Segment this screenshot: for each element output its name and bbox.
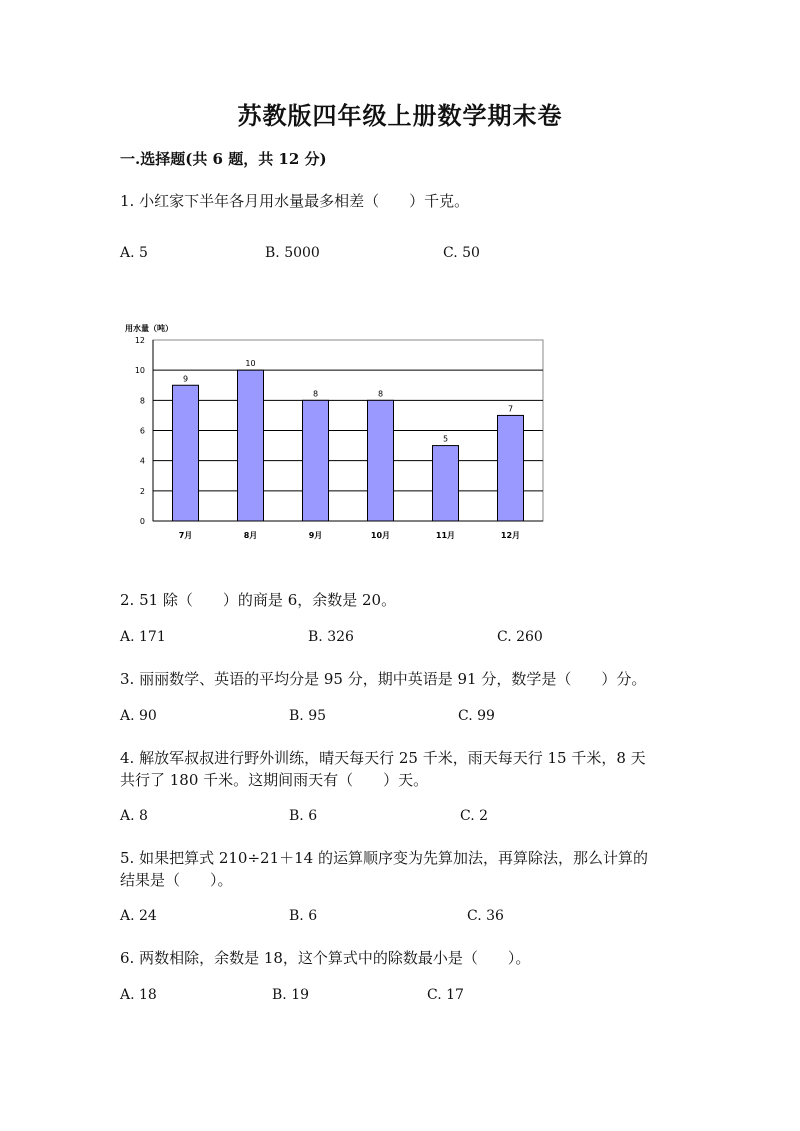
chart-y-tick-label: 2 <box>139 486 145 496</box>
chart-y-axis-label: 用水量（吨） <box>125 324 173 333</box>
chart-y-tick-label: 8 <box>139 396 145 406</box>
question-4-line-2: 共行了 180 千米。这期间雨天有（ ）天。 <box>120 771 429 789</box>
water-usage-bar-chart <box>110 318 560 548</box>
page-title: 苏教版四年级上册数学期末卷 <box>237 101 563 130</box>
chart-y-tick-label: 0 <box>139 517 145 526</box>
chart-bar <box>303 400 329 521</box>
chart-x-tick-label: 7月 <box>178 531 193 540</box>
q6-option-c[interactable]: C. 17 <box>427 987 464 1003</box>
q2-option-b[interactable]: B. 326 <box>308 629 354 645</box>
question-5-line-1: 5. 如果把算式 210÷21＋14 的运算顺序变为先算加法，再算除法，那么计算的 <box>120 849 648 867</box>
chart-bar <box>498 415 524 521</box>
chart-y-tick-label: 12 <box>134 336 145 345</box>
chart-y-tick-label: 6 <box>139 426 145 436</box>
chart-x-tick-label: 8月 <box>243 531 258 540</box>
q1-option-b[interactable]: B. 5000 <box>265 245 320 261</box>
question-2: 2. 51 除（ ）的商是 6，余数是 20。 <box>120 591 397 609</box>
q4-option-c[interactable]: C. 2 <box>460 808 489 824</box>
q5-option-a[interactable]: A. 24 <box>120 908 157 924</box>
chart-x-tick-label: 12月 <box>500 531 521 540</box>
question-6: 6. 两数相除，余数是 18，这个算式中的除数最小是（ ）。 <box>120 949 531 967</box>
chart-x-tick-label: 10月 <box>370 531 391 540</box>
chart-y-tick-label: 4 <box>139 456 145 466</box>
chart-x-tick-label: 9月 <box>308 531 323 540</box>
q6-option-b[interactable]: B. 19 <box>272 987 310 1003</box>
question-4-line-1: 4. 解放军叔叔进行野外训练，晴天每天行 25 千米，雨天每天行 15 千米，8 天 <box>120 749 646 767</box>
chart-y-tick-label: 10 <box>134 366 145 376</box>
chart-bar <box>433 446 459 521</box>
chart-data-label: 5 <box>442 434 449 444</box>
q4-option-b[interactable]: B. 6 <box>289 808 318 824</box>
q2-option-c[interactable]: C. 260 <box>497 629 543 645</box>
q5-option-c[interactable]: C. 36 <box>467 908 504 924</box>
chart-data-label: 8 <box>377 389 384 399</box>
chart-bar <box>368 400 394 521</box>
q4-option-a[interactable]: A. 8 <box>120 808 148 824</box>
chart-bar <box>238 370 264 521</box>
q3-option-c[interactable]: C. 99 <box>458 708 495 724</box>
q3-option-a[interactable]: A. 90 <box>120 708 157 724</box>
question-1: 1. 小红家下半年各月用水量最多相差（ ）千克。 <box>120 192 470 210</box>
question-5-line-2: 结果是（ ）。 <box>120 871 233 889</box>
q1-option-c[interactable]: C. 50 <box>443 245 480 261</box>
chart-data-label: 10 <box>245 359 256 369</box>
chart-data-label: 7 <box>507 404 514 414</box>
q6-option-a[interactable]: A. 18 <box>120 987 157 1003</box>
question-3: 3. 丽丽数学、英语的平均分是 95 分，期中英语是 91 分，数学是（ ）分。 <box>120 670 647 688</box>
chart-data-label: 9 <box>182 374 189 384</box>
q5-option-b[interactable]: B. 6 <box>289 908 318 924</box>
q2-option-a[interactable]: A. 171 <box>120 629 166 645</box>
chart-x-tick-label: 11月 <box>435 531 456 540</box>
q1-option-a[interactable]: A. 5 <box>120 245 148 261</box>
section-heading: 一.选择题(共 6 题，共 12 分) <box>120 150 327 168</box>
q3-option-b[interactable]: B. 95 <box>289 708 327 724</box>
chart-data-label: 8 <box>312 389 319 399</box>
chart-bar <box>173 385 199 521</box>
